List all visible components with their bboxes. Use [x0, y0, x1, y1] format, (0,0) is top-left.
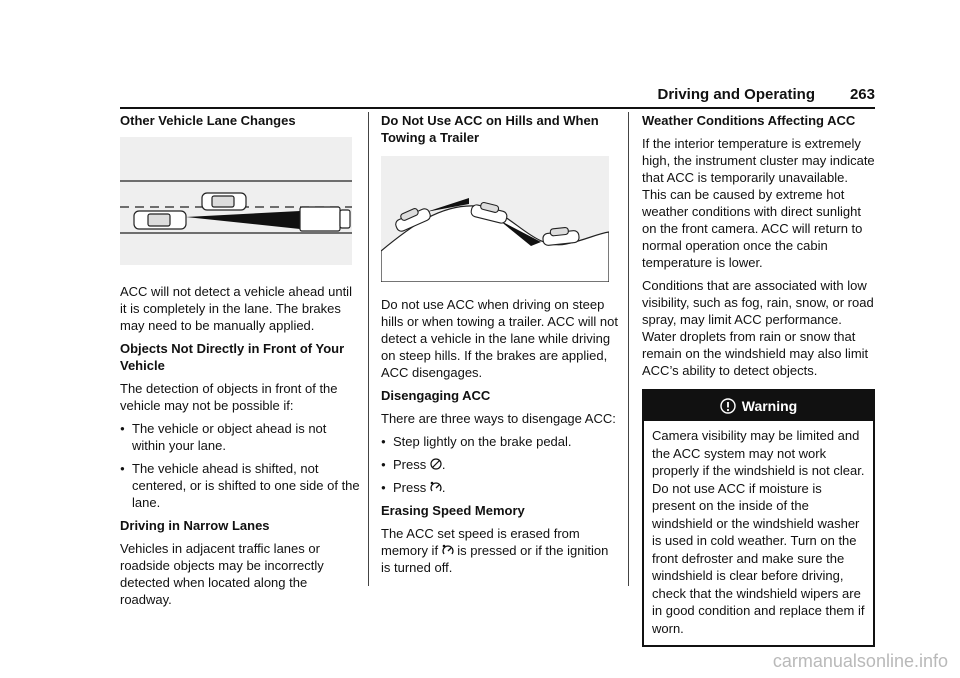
column-1 [120, 112, 360, 608]
paragraph: If the interior temperature is extremely high, the instrument cluster may indicate that ACC is temporarily unavailable. This can be caused by extreme hot weather conditions with direct sunlight on the front camera. ACC will return to normal operation once the cabin temperature is lower. [642, 136, 875, 270]
bullet-item [381, 479, 621, 496]
column-2 [381, 112, 621, 576]
page-header [120, 86, 875, 106]
car-valley [542, 226, 579, 246]
paragraph: Do not use ACC when driving on steep hills or when towing a trailer. ACC will not detect a vehicle in the lane while driving on steep hills. If the brakes are applied, ACC disengages. [381, 297, 618, 380]
heading-weather: Weather Conditions Affecting ACC [642, 113, 856, 128]
bullet-item [381, 456, 621, 473]
paragraph: The detection of objects in front of the vehicle may not be possible if: [120, 381, 338, 413]
watermark: carmanualsonline.info [772, 651, 948, 671]
lead-truck [300, 207, 350, 231]
own-vehicle [134, 211, 186, 229]
paragraph: Conditions that are associated with low visibility, such as fog, rain, snow, or road spray, may limit ACC performance. Water droplets from rain or snow that remain on the windshield may also limit ACC’s ability to detect objects. [642, 278, 874, 378]
header-rule [120, 107, 875, 109]
cancel-icon [430, 457, 442, 469]
cutting-in-vehicle [202, 193, 246, 210]
warning-icon [720, 394, 736, 410]
paragraph: There are three ways to disengage ACC: [381, 411, 616, 426]
bullet-text: . [441, 480, 446, 495]
warning-body: Camera visibility may be limited and the ACC system may not work properly if the windshield is not clear. Do not use ACC if moisture is present on the inside of the windshield or the windshield washer is used in cold weather. Turn on the front defroster and make sure the windshield is clear before driving, check that the windshield wipers are in good condition and replace them if worn. [652, 428, 865, 636]
bullet-text: . [441, 457, 446, 472]
paragraph: ACC will not detect a vehicle ahead until it is completely in the lane. The brakes may need to be manually applied. [120, 284, 352, 333]
column-divider [368, 112, 369, 586]
heading-disengaging: Disengaging ACC [381, 388, 491, 403]
column-divider [628, 112, 629, 586]
acc-speed-icon [430, 480, 442, 492]
section-title: Driving and Operating [657, 86, 815, 103]
column-3 [642, 112, 875, 647]
acc-speed-icon [442, 543, 454, 555]
bullet-item: ● Step lightly on the brake pedal. [381, 433, 621, 450]
bullet-text: Press [393, 480, 430, 495]
paragraph-text: is pressed or if the ignition is turned off. [381, 543, 609, 575]
heading-erasing-speed: Erasing Speed Memory [381, 503, 525, 518]
warning-title: Warning [741, 398, 798, 414]
bullet-text: Press [393, 457, 430, 472]
paragraph [381, 525, 621, 576]
heading-objects-not-in-front: Objects Not Directly in Front of Your Vehicle [120, 341, 345, 373]
warning-header [644, 391, 873, 421]
paragraph-text: The ACC set speed is erased from memory if [381, 526, 580, 558]
heading-narrow-lanes: Driving in Narrow Lanes [120, 518, 270, 533]
page-number: 263 [849, 86, 875, 103]
hills-illustration [381, 156, 609, 282]
warning-box [642, 389, 875, 647]
heading-hills-towing: Do Not Use ACC on Hills and When Towing a Trailer [381, 113, 599, 145]
bullet-item: ● The vehicle or object ahead is not within your lane. [120, 420, 360, 454]
bullet-item: ● The vehicle ahead is shifted, not centered, or is shifted to one side of the lane. [120, 460, 360, 511]
heading-lane-changes: Other Vehicle Lane Changes [120, 113, 296, 128]
lane-change-illustration [120, 137, 352, 265]
paragraph: Vehicles in adjacent traffic lanes or roadside objects may be incorrectly detected when located along the roadway. [120, 541, 324, 607]
